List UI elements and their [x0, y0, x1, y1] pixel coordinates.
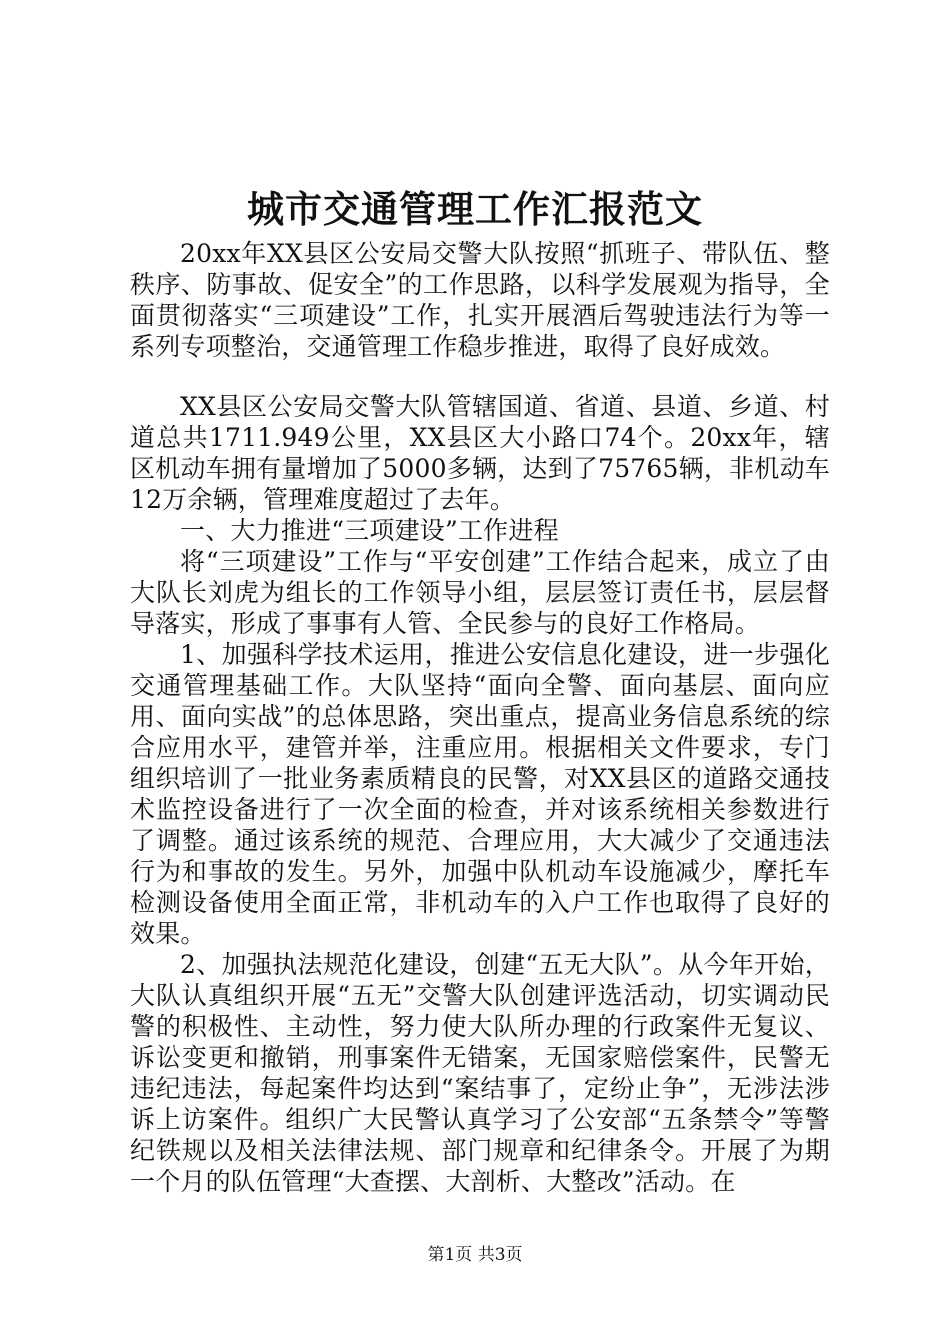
section-heading-1: 一、大力推进“三项建设”工作进程: [180, 516, 559, 545]
paragraph-leadership: 将“三项建设”工作与“平安创建”工作结合起来，成立了由大队长刘虎为组长的工作领导小组，层层签订责任书，层层督导落实，形成了事事有人管、全民参与的良好工作格局。: [130, 547, 830, 638]
paragraph-jurisdiction: XX县区公安局交警大队管辖国道、省道、县道、乡道、村道总共1711.949公里，XX县区大小路口74个。20xx年，辖区机动车拥有量增加了5000多辆，达到了75765辆，非机动车12万余辆，管理难度超过了去年。: [130, 392, 830, 514]
document-title: 城市交通管理工作汇报范文: [247, 187, 703, 231]
paragraph-spacer: [130, 362, 830, 391]
page-footer: 第1页 共3页: [427, 1245, 523, 1265]
paragraph-item-1: 1、加强科学技术运用，推进公安信息化建设，进一步强化交通管理基础工作。大队坚持“面向全警、面向基层、面向应用、面向实战”的总体思路，突出重点，提高业务信息系统的综合应用水平，建管并举，注重应用。根据相关文件要求，专门组织培训了一批业务素质精良的民警，对XX县区的道路交通技术监控设备进行了一次全面的检查，并对该系统相关参数进行了调整。通过该系统的规范、合理应用，大大减少了交通违法行为和事故的发生。另外，加强中队机动车设施减少，摩托车检测设备使用全面正常，非机动车的入户工作也取得了良好的效果。: [130, 640, 830, 948]
paragraph-item-2: 2、加强执法规范化建设，创建“五无大队”。从今年开始，大队认真组织开展“五无”交警大队创建评选活动，切实调动民警的积极性、主动性，努力使大队所办理的行政案件无复议、诉讼变更和撤销，刑事案件无错案，无国家赔偿案件，民警无违纪违法，每起案件均达到“案结事了，定纷止争”，无涉法涉诉上访案件。组织广大民警认真学习了公安部“五条禁令”等警纪铁规以及相关法律法规、部门规章和纪律条令。开展了为期一个月的队伍管理“大查摆、大剖析、大整改”活动。在: [130, 950, 830, 1196]
paragraph-intro: 20xx年XX县区公安局交警大队按照“抓班子、带队伍、整秩序、防事故、促安全”的工作思路，以科学发展观为指导，全面贯彻落实“三项建设”工作，扎实开展酒后驾驶违法行为等一系列专项整治，交通管理工作稳步推进，取得了良好成效。: [130, 239, 830, 361]
document-body: [130, 238, 830, 1197]
